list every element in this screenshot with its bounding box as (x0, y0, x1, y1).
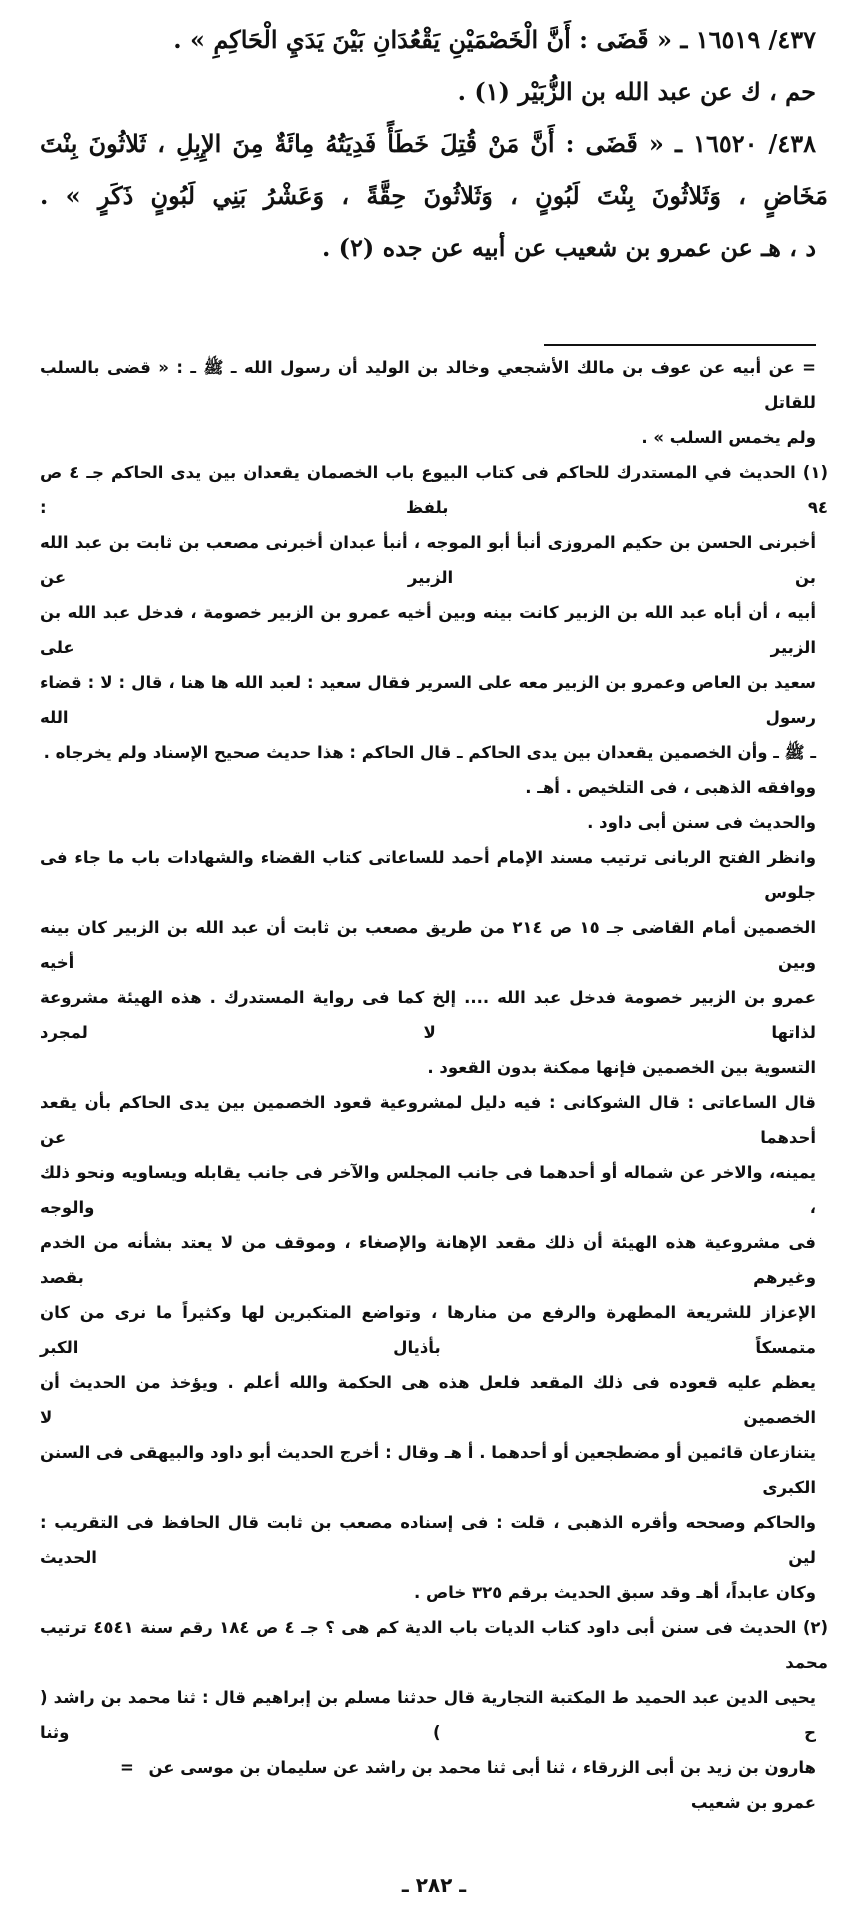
footnote-line: قال الساعاتى : قال الشوكانى : فيه دليل لمشروعية قعود الخصمين بين يدى الحاكم بأن يقعد أحدهما عن (40, 1093, 816, 1147)
footnote-line: الإعزاز للشريعة المطهرة والرفع من منارها ، وتواضع المتكبرين لها وكثيراً ما نرى من كان متمسكاً بأذيال الكبر (40, 1303, 816, 1357)
footnote-line: يتنازعان قائمين أو مضطجعين أو أحدهما . أ هـ وقال : أخرج الحديث أبو داود والبيهقى فى السنن الكبرى (40, 1443, 816, 1497)
footnote-line: يمينه، والاخر عن شماله أو أحدهما فى جانب المجلس والآخر فى جانب يقابله ويساويه ونحو ذلك ، والوجه (40, 1163, 816, 1217)
footnote-line: الخصمين أمام القاضى جـ ١٥ ص ٢١٤ من طريق مصعب بن ثابت أن عبد الله بن الزبير كان بينه وبين أخيه (40, 918, 816, 972)
footnote-line: ولم يخمس السلب » . (641, 428, 816, 447)
footnote-line: فى مشروعية هذه الهيئة أن ذلك مقعد الإهانة والإصغاء ، وموقف من لا يعتد بشأنه من الخدم وغيرهم بقصد (40, 1233, 816, 1287)
footnote-line: هارون بن زيد بن أبى الزرقاء ، ثنا أبى ثنا محمد بن راشد عن سليمان بن موسى عن عمرو بن شعيب (148, 1758, 816, 1812)
footnote-line: التسوية بين الخصمين فإنها ممكنة بدون القعود . (427, 1058, 816, 1077)
footnote-1: (١) الحديث في المستدرك للحاكم فى كتاب البيوع باب الخصمان يقعدان بين يدى الحاكم جـ ٤ ص ٩٤ بلفظ : (40, 463, 828, 517)
footnote-line: = عن أبيه عن عوف بن مالك الأشجعي وخالد بن الوليد أن رسول الله ـ ﷺ ـ : « قضى بالسلب للقاتل (40, 358, 816, 412)
footnote-line: وكان عابداً، أهـ وقد سبق الحديث برقم ٣٢٥ خاص . (413, 1583, 816, 1602)
hadith-437: ٤٣٧/ ١٦٥١٩ ـ « قَضَى : أَنَّ الْخَصْمَيْنِ يَقْعُدَانِ بَيْنَ يَدَيِ الْحَاكِمِ » . (173, 25, 816, 54)
hadith-438: ٤٣٨/ ١٦٥٢٠ ـ « قَضَى : أَنَّ مَنْ قُتِلَ خَطَأً فَدِيَتُهُ مِائَةٌ مِنَ الإِبِلِ ، ثَلاثُونَ بِنْتَ (40, 129, 816, 158)
footnote-last-row (40, 1750, 816, 1820)
hadith-text (40, 0, 828, 274)
hadith-438-cont: مَخَاضٍ ، وَثَلاثُونَ بِنْتَ لَبُونٍ ، وَثَلاثُونَ حِقَّةً ، وَعَشْرُ بَنِي لَبُونٍ ذَكَرٍ » . (40, 181, 828, 210)
footnote-2: (٢) الحديث فى سنن أبى داود كتاب الديات باب الدية كم هى ؟ جـ ٤ ص ١٨٤ رقم سنة ٤٥٤١ ترتيب محمد (40, 1618, 828, 1672)
footnote-line: سعيد بن العاص وعمرو بن الزبير معه على السرير فقال سعيد : لعبد الله ها هنا ، قال : لا : قضاء رسول الله (40, 673, 816, 727)
page-number: ـ ٢٨٢ ـ (401, 1873, 467, 1897)
footnote-line: ووافقه الذهبى ، فى التلخيص . أهـ . (525, 778, 816, 797)
footnote-line: أخبرنى الحسن بن حكيم المروزى أنبأ أبو الموجه ، أنبأ عبدان أخبرنى مصعب بن ثابت بن عبد الله بن الزبير عن (40, 533, 816, 587)
footnote-line: ـ ﷺ ـ وأن الخصمين يقعدان بين يدى الحاكم ـ قال الحاكم : هذا حديث صحيح الإسناد ولم يخرجاه . (43, 743, 816, 762)
footnote-line: عمرو بن الزبير خصومة فدخل عبد الله .... إلخ كما فى رواية المستدرك . هذه الهيئة مشروعة لذاتها لا لمجرد (40, 988, 816, 1042)
footnote-line: أبيه ، أن أباه عبد الله بن الزبير كانت بينه وبين أخيه عمرو بن الزبير خصومة ، فدخل عبد الله بن الزبير على (40, 603, 816, 657)
continuation-mark: = (120, 1758, 134, 1777)
footnote-divider (544, 344, 816, 346)
footnote-line: والحديث فى سنن أبى داود . (587, 813, 816, 832)
footnote-line: يحيى الدين عبد الحميد ط المكتبة التجارية قال حدثنا مسلم بن إبراهيم قال : ثنا محمد بن راشد ( ح ) وثنا (40, 1688, 816, 1742)
hadith-437-source: حم ، ك عن عبد الله بن الزُّبَيْر (١) . (457, 77, 816, 106)
footnotes (40, 350, 828, 1820)
footnote-line: وانظر الفتح الربانى ترتيب مسند الإمام أحمد للساعاتى كتاب القضاء والشهادات باب ما جاء فى جلوس (40, 848, 816, 902)
hadith-438-source: د ، هـ عن عمرو بن شعيب عن أبيه عن جده (٢) . (321, 233, 816, 262)
footnote-line: والحاكم وصححه وأقره الذهبى ، قلت : فى إسناده مصعب بن ثابت قال الحافظ فى التقريب : لين الحديث (40, 1513, 816, 1567)
footnote-line: يعظم عليه قعوده فى ذلك المقعد فلعل هذه هى الحكمة والله أعلم . ويؤخذ من الحديث أن الخصمين لا (40, 1373, 816, 1427)
